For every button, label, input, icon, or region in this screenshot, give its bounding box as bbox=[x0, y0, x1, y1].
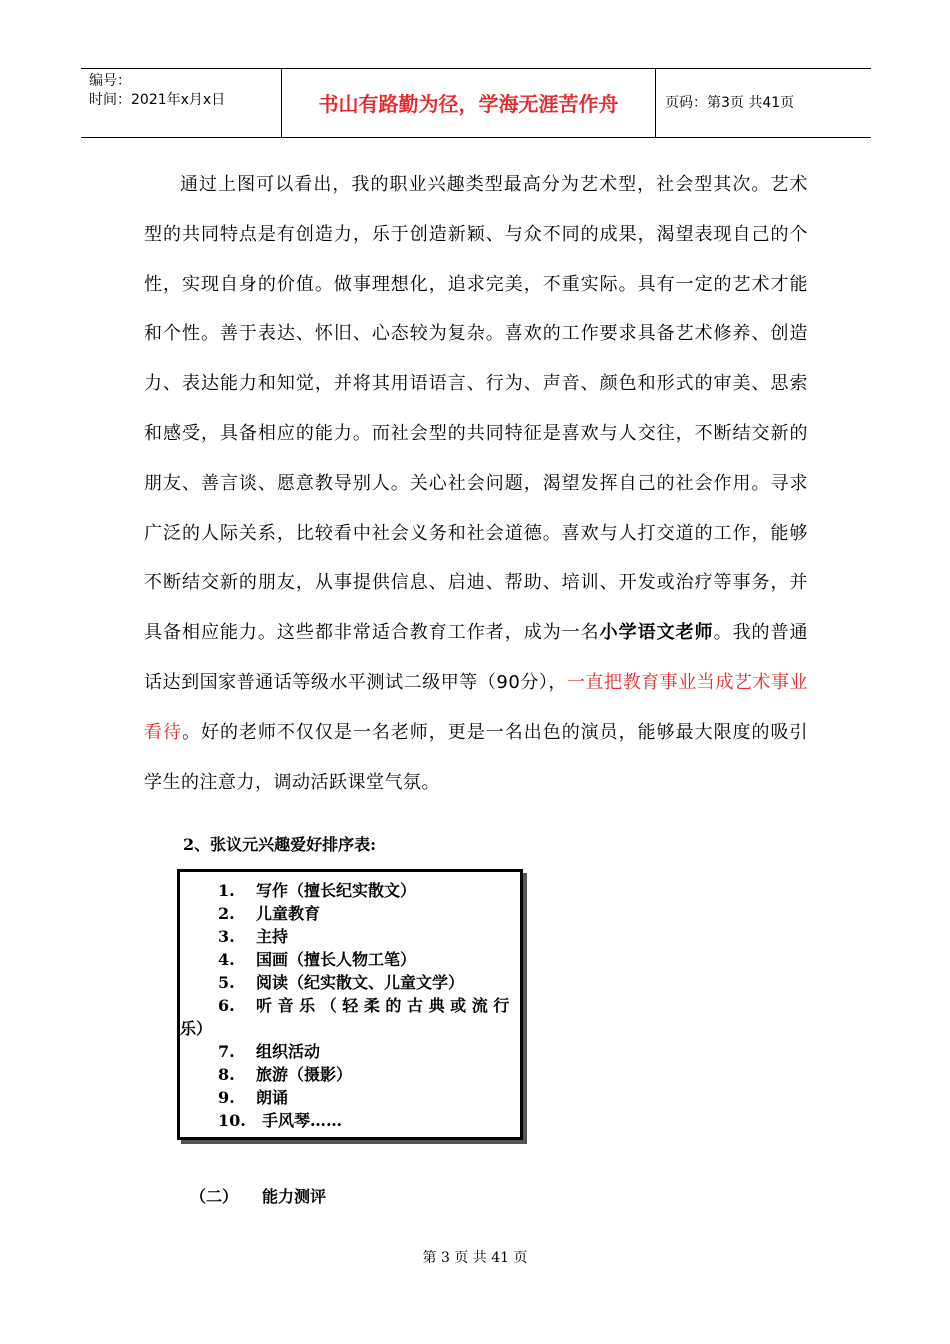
paragraph-bold-text: 小学语文老师 bbox=[599, 622, 714, 644]
hobby-text: 旅游（摄影） bbox=[256, 1065, 353, 1084]
hobby-number: 10. bbox=[218, 1111, 246, 1130]
hobby-item bbox=[218, 971, 464, 994]
hobby-item bbox=[218, 879, 416, 902]
hobby-item bbox=[218, 1063, 352, 1086]
section-number: （二） bbox=[190, 1187, 239, 1206]
date-line: 时间：2021年x月x日 bbox=[89, 92, 226, 108]
hobby-number: 9. bbox=[218, 1088, 235, 1107]
header-left-cell bbox=[81, 69, 281, 137]
body-paragraph bbox=[144, 160, 808, 807]
section-heading bbox=[190, 1184, 326, 1207]
hobby-number: 2. bbox=[218, 904, 235, 923]
hobby-item bbox=[218, 1040, 320, 1063]
paragraph-text-b: 。我的普通话达到国家普通话等级水平测试二级甲等（90分）， bbox=[144, 622, 809, 693]
hobby-section-title: 2、张议元兴趣爱好排序表: bbox=[183, 835, 377, 854]
hobby-item bbox=[218, 925, 288, 948]
hobby-number: 8. bbox=[218, 1065, 235, 1084]
header-right-cell bbox=[655, 69, 871, 137]
hobby-text: 儿童教育 bbox=[256, 904, 321, 923]
hobby-number: 6. bbox=[218, 996, 235, 1015]
hobby-number: 4. bbox=[218, 950, 235, 969]
hobby-text-continuation: 乐） bbox=[180, 1019, 213, 1038]
section-title: 能力测评 bbox=[262, 1187, 327, 1206]
page-header bbox=[81, 68, 871, 138]
hobby-number: 1. bbox=[218, 881, 235, 900]
hobby-text: 听 音 乐 （ 轻 柔 的 古 典 或 流 行 bbox=[256, 996, 510, 1015]
hobby-list-box bbox=[177, 869, 523, 1140]
paragraph-text-a: 通过上图可以看出，我的职业兴趣类型最高分为艺术型，社会型其次。艺术型的共同特点是有创造力，乐于创造新颖、与众不同的成果，渴望表现自己的个性，实现自身的价值。做事理想化，追求完美，不重实际。具有一定的艺术才能和个性。善于表达、怀旧、心态较为复杂。喜欢的工作要求具备艺术修养、创造力、表达能力和知觉，并将其用语语言、行为、声音、颜色和形式的审美、思索和感受，具备相应的能力。而社会型的共同特征是喜欢与人交往，不断结交新的朋友、善言谈、愿意教导别人。关心社会问题，渴望发挥自己的社会作用。寻求广泛的人际关系，比较看中社会义务和社会道德。喜欢与人打交道的工作，能够不断结交新的朋友，从事提供信息、启迪、帮助、培训、开发或治疗等事务，并具备相应能力。这些都非常适合教育工作者，成为一名 bbox=[144, 174, 808, 644]
hobby-number: 5. bbox=[218, 973, 235, 992]
paragraph-text-c: 。好的老师不仅仅是一名老师，更是一名出色的演员，能够最大限度的吸引学生的注意力，调动活跃课堂气氛。 bbox=[144, 721, 809, 793]
hobby-text: 阅读（纪实散文、儿童文学） bbox=[256, 973, 465, 992]
hobby-text: 写作（擅长纪实散文） bbox=[256, 881, 417, 900]
hobby-text: 主持 bbox=[256, 927, 289, 946]
hobby-item bbox=[180, 994, 510, 1040]
hobby-number: 3. bbox=[218, 927, 235, 946]
hobby-item bbox=[218, 902, 320, 925]
hobby-text: 手风琴…… bbox=[262, 1111, 343, 1130]
hobby-item bbox=[218, 948, 416, 971]
paragraph-red-text: 一直把教育事业当成艺术事业看待 bbox=[144, 671, 808, 743]
hobby-text: 组织活动 bbox=[256, 1042, 321, 1061]
header-motto: 书山有路勤为径，学海无涯苦作舟 bbox=[318, 92, 619, 116]
hobby-item bbox=[218, 1086, 288, 1109]
hobby-text: 朗诵 bbox=[256, 1088, 289, 1107]
page-footer: 第 3 页 共 41 页 bbox=[422, 1250, 528, 1266]
hobby-text: 国画（擅长人物工笔） bbox=[256, 950, 417, 969]
hobby-number: 7. bbox=[218, 1042, 235, 1061]
serial-label: 编号： bbox=[89, 73, 131, 89]
page-info: 页码：第3页 共41页 bbox=[665, 95, 795, 111]
hobby-item bbox=[218, 1109, 342, 1132]
header-middle-cell bbox=[281, 69, 656, 137]
